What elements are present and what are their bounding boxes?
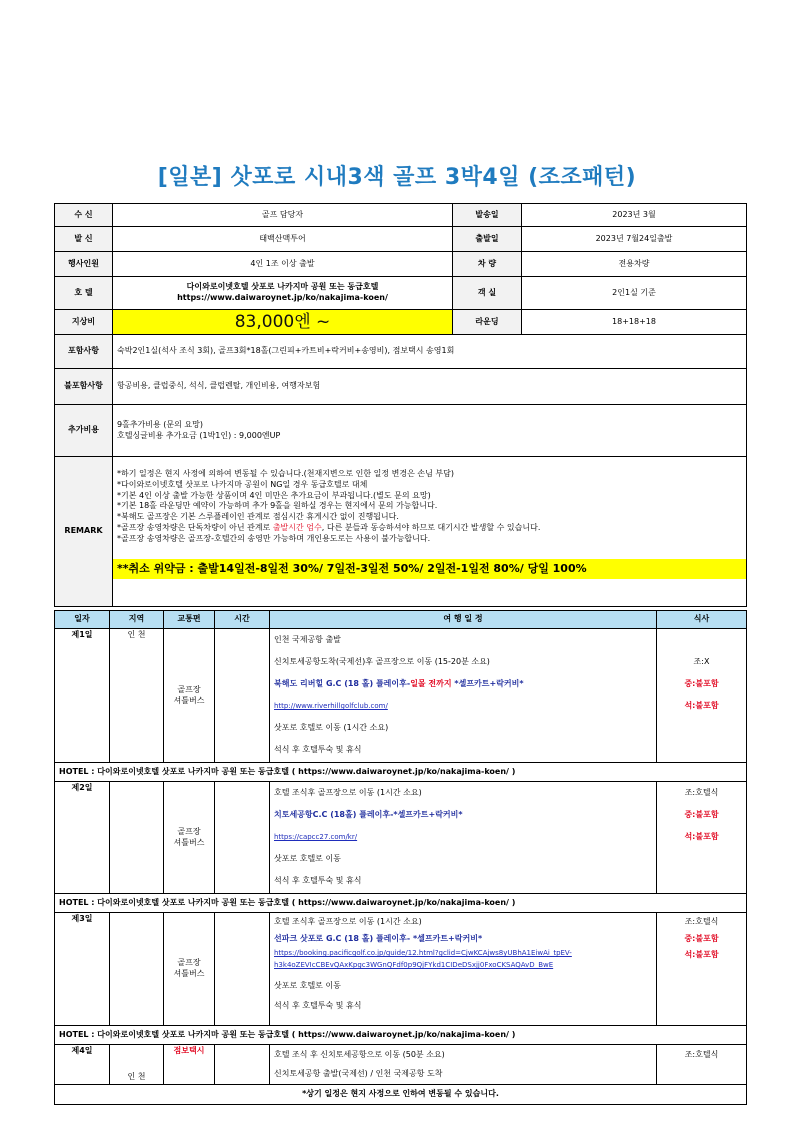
to-label: 수 신 [55, 204, 113, 227]
day3-lunch: 중:불포함 [684, 934, 719, 943]
day3-line: 호텔 조식후 골프장으로 이동 (1시간 소요) [274, 917, 422, 926]
exclude-label: 불포함사항 [55, 369, 113, 405]
day1-sunset-note: 일몰 전까지 [410, 679, 452, 688]
remark-line: *골프장 송영차량은 골프장-호텔간의 송영만 가능하며 개인용도로는 사용이 불가능합니다. [117, 533, 431, 543]
day3-dinner: 석:불포함 [684, 950, 719, 959]
hotel-url[interactable]: https://www.daiwaroynet.jp/ko/nakajima-koen/ [177, 293, 388, 302]
day3-transport [164, 913, 215, 1026]
day3-transport-2: 셔틀버스 [173, 969, 205, 978]
day2-golf-course: 치토세공항C.C (18홀) 플레이후-*셀프카트+락커비* [274, 810, 463, 819]
extra-value [113, 405, 747, 457]
day2-line: 삿포로 호텔로 이동 [274, 854, 341, 863]
day2-line: 석식 후 호텔투숙 및 휴식 [274, 876, 362, 885]
day1-hotel-row: HOTEL : 다이와로이넷호텔 삿포로 나카지마 공원 또는 동급호텔 ( https://www.daiwaroynet.jp/ko/nakajima-koen/ ) [55, 763, 747, 782]
header-day: 일자 [55, 611, 110, 629]
day2-meals [657, 782, 747, 894]
day1-dinner: 석:불포함 [684, 701, 719, 710]
day2-time [215, 782, 270, 894]
remark-value [113, 457, 747, 607]
header-itinerary: 여 행 일 정 [270, 611, 657, 629]
header-meal: 식사 [657, 611, 747, 629]
vehicle-value: 전용차량 [522, 252, 747, 277]
day1-time [215, 629, 270, 763]
remark-line-6a: *골프장 송영차량은 단독차량이 아닌 관계로 [117, 522, 273, 532]
remark-line: *기본 18홀 라운딩만 예약이 가능하며 추가 9홀을 원하실 경우는 현지에서 문의 가능합니다. [117, 501, 438, 511]
remark-line: *북해도 골프장은 기본 스루플레이인 관계로 점심시간 휴게시간 없이 진행됩니다. [117, 512, 399, 522]
depart-value: 2023년 7월24일출발 [522, 227, 747, 252]
round-value: 18+18+18 [522, 310, 747, 335]
cancel-notice: **취소 위약금 : 출발14일전-8일전 30%/ 7일전-3일전 50%/ 2일전-1일전 80%/ 당일 100% [113, 559, 746, 580]
day1-meals [657, 629, 747, 763]
day3-line: 석식 후 호텔투숙 및 휴식 [274, 1001, 362, 1010]
people-value: 4인 1조 이상 출발 [113, 252, 453, 277]
day1-itinerary [270, 629, 657, 763]
remark-line: *하기 일정은 현지 사정에 의하여 변동될 수 있습니다.(천재지변으로 인한 일정 변경은 손님 부담) [117, 469, 454, 478]
day4-time [215, 1045, 270, 1085]
day1-golf-extra: *셀프카트+락커비* [451, 679, 524, 688]
day1-transport [164, 629, 215, 763]
day1-label: 제1일 [55, 629, 110, 763]
day2-breakfast: 조:호텔식 [684, 788, 719, 797]
day3-golf-course: 선파크 삿포로 G.C (18 홀) 플레이후- *셀프카트+락커비* [274, 934, 483, 943]
day1-line: 인천 국제공항 출발 [274, 635, 341, 644]
day1-lunch: 중:불포함 [684, 679, 719, 688]
day2-dinner: 석:불포함 [684, 832, 719, 841]
day3-meals [657, 913, 747, 1026]
day2-label: 제2일 [55, 782, 110, 894]
header-transport: 교통편 [164, 611, 215, 629]
day1-transport-1: 골프장 [177, 684, 201, 694]
day2-hotel-row: HOTEL : 다이와로이넷호텔 삿포로 나카지마 공원 또는 동급호텔 ( https://www.daiwaroynet.jp/ko/nakajima-koen/ ) [55, 894, 747, 913]
day3-label: 제3일 [55, 913, 110, 1026]
day2-itinerary [270, 782, 657, 894]
day3-golf-link[interactable]: https://booking.pacificgolf.co.jp/guide/12.html?gclid=CjwKCAjws8yUBhA1EiwAi_tpEV- [274, 949, 572, 957]
from-label: 발 신 [55, 227, 113, 252]
extra-line-2: 호텔싱글비용 추가요금 (1박1인) : 9,000엔UP [117, 430, 281, 440]
include-value: 숙박2인1실(석사 조식 3회), 골프3회*18홀(그린피+카트비+락커비+송영비), 점보택시 송영1회 [113, 335, 747, 369]
day2-transport-2: 셔틀버스 [173, 837, 205, 847]
remark-label: REMARK [55, 457, 113, 607]
depart-label: 출발일 [453, 227, 522, 252]
hotel-name: 다이와로이넷호텔 삿포로 나카지마 공원 또는 동급호텔 [186, 282, 379, 292]
day1-line: 석식 후 호텔투숙 및 휴식 [274, 745, 362, 754]
day4-transport: 점보택시 [164, 1045, 215, 1085]
remark-line-6b: , 다른 분들과 동승하셔야 하므로 대기시간 발생할 수 있습니다. [321, 522, 541, 532]
to-value: 골프 담당자 [113, 204, 453, 227]
vehicle-label: 차 량 [453, 252, 522, 277]
page-title: [일본] 삿포로 시내3색 골프 3박4일 (조조패턴) [157, 165, 637, 190]
extra-line-1: 9홀추가비용 (문의 요망) [117, 419, 203, 429]
day2-lunch: 중:불포함 [684, 810, 719, 819]
extra-label: 추가비용 [55, 405, 113, 457]
remark-line-6-red: 출발시간 엄수 [272, 522, 322, 532]
day3-golf-link-cont[interactable]: h3k4oZEVIcCBEvQAxKpgc3WGnQFdf0p9QjFYkd1CIDeDSxjj0FxoCKSAQAvD_BwE [274, 961, 554, 969]
remark-line: *다이와로이넷호텔 삿포로 나카지마 공원이 NG일 경우 동급호텔로 대체 [117, 479, 368, 489]
day4-itinerary [270, 1045, 657, 1085]
schedule-footer-note: *상기 일정은 현지 사정으로 인하여 변동될 수 있습니다. [55, 1085, 747, 1105]
day4-region: 인 천 [110, 1045, 164, 1085]
day1-region: 인 천 [110, 629, 164, 763]
include-label: 포함사항 [55, 335, 113, 369]
day3-hotel-row: HOTEL : 다이와로이넷호텔 삿포로 나카지마 공원 또는 동급호텔 ( https://www.daiwaroynet.jp/ko/nakajima-koen/ ) [55, 1026, 747, 1045]
day3-transport-1: 골프장 [177, 958, 201, 968]
day1-golf-course: 북해도 리버힐 G.C (18 홀) 플레이후- [274, 679, 411, 688]
day4-line: 호텔 조식 후 신치토세공항으로 이동 (50분 소요) [274, 1050, 445, 1059]
send-date-value: 2023년 3월 [522, 204, 747, 227]
day1-line [274, 673, 652, 695]
day2-transport [164, 782, 215, 894]
price-label: 지상비 [55, 310, 113, 335]
day3-time [215, 913, 270, 1026]
header-time: 시간 [215, 611, 270, 629]
send-date-label: 발송일 [453, 204, 522, 227]
exclude-value: 항공비용, 클럽중식, 석식, 클럽렌탈, 개인비용, 여행자보험 [113, 369, 747, 405]
day3-itinerary [270, 913, 657, 1026]
day1-transport-2: 셔틀버스 [173, 695, 205, 705]
from-value: 태백산맥투어 [113, 227, 453, 252]
day2-golf-link[interactable]: https://capcc27.com/kr/ [274, 833, 358, 841]
info-table [54, 203, 747, 607]
room-label: 객 실 [453, 277, 522, 310]
room-value: 2인1실 기준 [522, 277, 747, 310]
day4-line: 신치토세공항 출발(국제선) / 인천 국제공항 도착 [274, 1069, 443, 1078]
day3-region [110, 913, 164, 1026]
remark-line [117, 523, 742, 534]
day3-breakfast: 조:호텔식 [684, 917, 719, 926]
day2-region [110, 782, 164, 894]
header-region: 지역 [110, 611, 164, 629]
price-value: 83,000엔 ~ [113, 310, 453, 335]
day4-meals [657, 1045, 747, 1085]
day1-golf-link[interactable]: http://www.riverhillgolfclub.com/ [274, 702, 388, 710]
remark-line: *기본 4인 이상 출발 가능한 상품이며 4인 미만은 추가요금이 부과됩니다.(별도 문의 요망) [117, 490, 431, 500]
day3-line: 삿포로 호텔로 이동 [274, 981, 341, 990]
people-label: 행사인원 [55, 252, 113, 277]
day1-breakfast: 조:X [693, 657, 710, 666]
day1-line: 신치토세공항도착(국제선)후 골프장으로 이동 (15-20분 소요) [274, 657, 490, 666]
day1-line: 삿포로 호텔로 이동 (1시간 소요) [274, 723, 389, 732]
round-label: 라운딩 [453, 310, 522, 335]
schedule-table [54, 610, 747, 1105]
hotel-label: 호 텔 [55, 277, 113, 310]
day4-label: 제4일 [55, 1045, 110, 1085]
day2-transport-1: 골프장 [177, 826, 201, 836]
day4-breakfast: 조:호텔식 [684, 1050, 719, 1059]
hotel-value [113, 277, 453, 310]
day2-line: 호텔 조식후 골프장으로 이동 (1시간 소요) [274, 788, 422, 797]
